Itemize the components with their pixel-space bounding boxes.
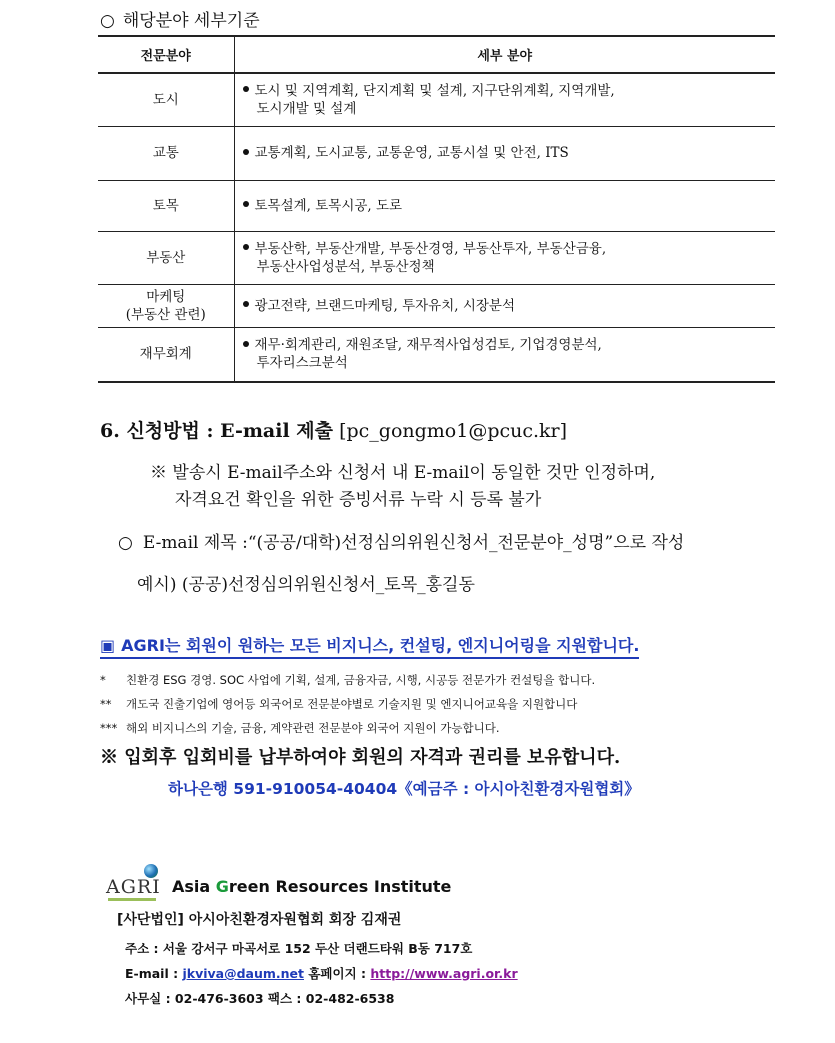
section-heading: [100, 6, 260, 31]
field-name: 부동산: [146, 249, 186, 266]
field-cell: [98, 73, 234, 126]
square-bullet-icon: ▣: [100, 636, 116, 655]
circle-bullet: ○: [118, 533, 133, 553]
field-name: 마케팅: [146, 288, 186, 305]
detail-cell: [234, 180, 775, 231]
table-row: [98, 327, 775, 382]
field-name-sub: (부동산 관련): [125, 306, 206, 323]
promo-banner: [100, 633, 639, 659]
field-cell: [98, 126, 234, 180]
homepage-link[interactable]: http://www.agri.or.kr: [370, 966, 518, 981]
bullet-dot-icon: [243, 244, 249, 250]
list-item: ** 개도국 진출기업에 영어등 외국어로 전문분야별로 기술지원 및 엔지니어교육을 지원합니다: [100, 697, 578, 711]
detail-line: 도시 및 지역계획, 단지계획 및 설계, 지구단위계획, 지역개발,: [243, 82, 776, 100]
table-row: [98, 284, 775, 327]
criteria-table: [98, 35, 775, 383]
list-item: * 친환경 ESG 경영. SOC 사업에 기획, 설계, 금융자금, 시행, 시공등 전문가가 컨설팅을 합니다.: [100, 673, 596, 687]
services-list: [100, 668, 595, 740]
table-row: [98, 73, 775, 126]
detail-line: 토목설계, 토목시공, 도로: [243, 197, 776, 215]
list-item: *** 해외 비지니스의 기술, 금융, 계약관련 전문분야 외국어 지원이 가능합니다.: [100, 721, 500, 735]
phone-fax: 사무실 : 02-476-3603 팩스 : 02-482-6538: [125, 991, 395, 1006]
corp-name: [사단법인] 아시아친환경자원협회 회장 김재권: [117, 912, 402, 928]
table-row: [98, 126, 775, 180]
org-name: Asia Green Resources Institute: [172, 877, 452, 896]
field-name: 교통: [152, 145, 179, 161]
field-cell: [98, 180, 234, 231]
subject-example: 예시) (공공)선정심의위원신청서_토목_홍길동: [137, 575, 475, 595]
field-name: 재무회계: [139, 346, 192, 363]
bullet-dot-icon: [243, 201, 249, 207]
detail-line-cont: 투자리스크분석: [256, 355, 348, 372]
header-detail: 세부 분야: [234, 36, 775, 73]
promo-text: AGRI는 회원이 원하는 모든 비지니스, 컨설팅, 엔지니어링을 지원합니다.: [121, 636, 640, 655]
bullet-dot-icon: [243, 149, 249, 155]
detail-cell: [234, 73, 775, 126]
note-line-1: ※ 발송시 E-mail주소와 신청서 내 E-mail이 동일한 것만 인정하며,: [150, 463, 656, 483]
email-link[interactable]: jkviva@daum.net: [182, 966, 304, 981]
apply-title: 6. 신청방법 : E-mail 제출: [100, 420, 334, 442]
bullet-dot-icon: [243, 86, 249, 92]
member-note: ※ 입회후 입회비를 납부하여야 회원의 자격과 권리를 보유합니다.: [100, 747, 621, 768]
bullet-dot-icon: [243, 301, 249, 307]
circle-bullet: ○: [100, 11, 115, 31]
detail-line-cont: 부동산사업성분석, 부동산정책: [256, 258, 435, 275]
detail-line: 교통계획, 도시교통, 교통운영, 교통시설 및 안전, ITS: [243, 144, 776, 162]
detail-cell: [234, 231, 775, 284]
field-cell: [98, 284, 234, 327]
apply-note: [150, 460, 655, 514]
bank-account: 하나은행 591-910054-40404《예금주 : 아시아친환경자원협회》: [168, 780, 640, 798]
table-row: [98, 231, 775, 284]
field-cell: [98, 327, 234, 382]
field-name: 토목: [152, 197, 179, 214]
field-name: 도시: [152, 91, 179, 108]
email-subject-rule: [118, 528, 684, 553]
note-line-2: 자격요건 확인을 위한 증빙서류 누락 시 등록 불가: [175, 490, 542, 510]
logo-underline: [108, 898, 156, 901]
detail-line: 부동산학, 부동산개발, 부동산경영, 부동산투자, 부동산금융,: [243, 240, 776, 258]
header-field: 전문분야: [98, 36, 234, 73]
contact-info: [117, 908, 518, 1011]
table-row: [98, 180, 775, 231]
address: 주소 : 서울 강서구 마곡서로 152 두산 더랜드타워 B동 717호: [125, 941, 473, 956]
detail-line-cont: 도시개발 및 설계: [256, 100, 357, 117]
apply-email: [pc_gongmo1@pcuc.kr]: [339, 420, 568, 442]
detail-cell: [234, 126, 775, 180]
bullet-dot-icon: [243, 341, 249, 347]
detail-cell: [234, 327, 775, 382]
section-title: 해당분야 세부기준: [122, 11, 260, 31]
field-cell: [98, 231, 234, 284]
web-contact: E-mail : jkviva@daum.net 홈페이지 : http://www.agri.or.kr: [125, 966, 518, 981]
detail-cell: [234, 284, 775, 327]
table-header-row: [98, 36, 775, 73]
subject-text: E-mail 제목 :“(공공/대학)선정심의위원신청서_전문분야_성명”으로 작성: [142, 533, 685, 553]
logo-text: AGRI: [106, 876, 161, 898]
detail-line: 광고전략, 브랜드마케팅, 투자유치, 시장분석: [243, 297, 776, 315]
apply-heading: [100, 416, 567, 443]
detail-line: 재무·회계관리, 재원조달, 재무적사업성검토, 기업경영분석,: [243, 336, 776, 354]
